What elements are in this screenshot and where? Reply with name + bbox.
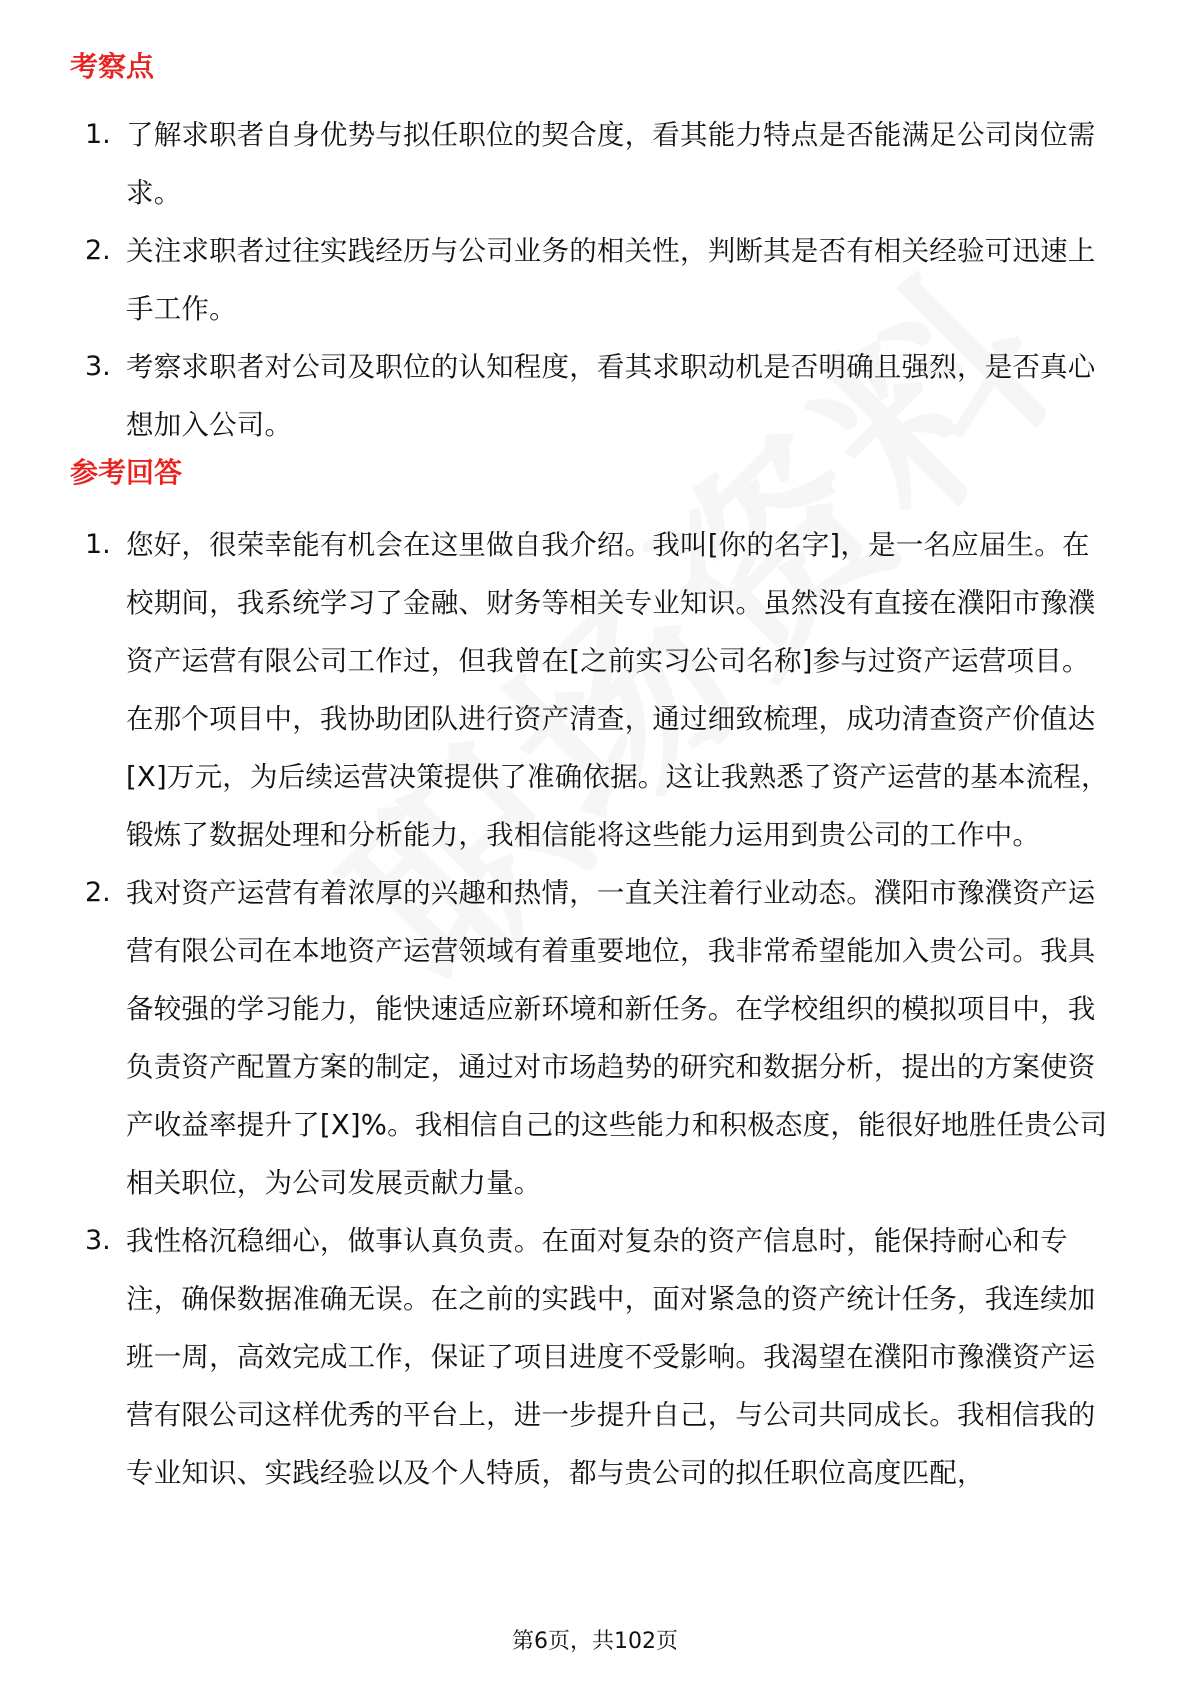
list-number: 3.	[85, 351, 111, 382]
section-heading-kaochadian: 考察点	[70, 50, 155, 83]
list-text: 关注求职者过往实践经历与公司业务的相关性，判断其是否有相关经验可迅速上手工作。	[126, 235, 1096, 325]
list-number: 2.	[85, 235, 111, 266]
list-number: 3.	[85, 1225, 111, 1256]
section1-list	[0, 106, 1190, 454]
list-item	[0, 516, 1190, 864]
list-item	[0, 864, 1190, 1212]
list-number: 2.	[85, 877, 111, 908]
list-text: 我性格沉稳细心，做事认真负责。在面对复杂的资产信息时，能保持耐心和专注，确保数据准确无误。在之前的实践中，面对紧急的资产统计任务，我连续加班一周，高效完成工作，保证了项目进度不受影响。我渴望在濮阳市豫濮资产运营有限公司这样优秀的平台上，进一步提升自己，与公司共同成长。我相信我的专业知识、实践经验以及个人特质，都与贵公司的拟任职位高度匹配，	[126, 1225, 1096, 1489]
section-heading-reference-answer: 参考回答	[70, 456, 183, 489]
list-text: 我对资产运营有着浓厚的兴趣和热情，一直关注着行业动态。濮阳市豫濮资产运营有限公司在本地资产运营领域有着重要地位，我非常希望能加入贵公司。我具备较强的学习能力，能快速适应新环境和新任务。在学校组织的模拟项目中，我负责资产配置方案的制定，通过对市场趋势的研究和数据分析，提出的方案使资产收益率提升了[X]%。我相信自己的这些能力和积极态度，能很好地胜任贵公司相关职位，为公司发展贡献力量。	[126, 877, 1108, 1199]
list-item	[0, 1212, 1190, 1502]
section2-list	[0, 516, 1190, 1502]
list-number: 1.	[85, 529, 111, 560]
list-item	[0, 222, 1190, 338]
list-number: 1.	[85, 119, 111, 150]
list-text: 了解求职者自身优势与拟任职位的契合度，看其能力特点是否能满足公司岗位需求。	[126, 119, 1096, 209]
page-number: 第6页，共102页	[512, 1629, 678, 1654]
list-item	[0, 106, 1190, 222]
list-text: 考察求职者对公司及职位的认知程度，看其求职动机是否明确且强烈，是否真心想加入公司。	[126, 351, 1096, 441]
list-text: 您好，很荣幸能有机会在这里做自我介绍。我叫[你的名字]，是一名应届生。在校期间，我系统学习了金融、财务等相关专业知识。虽然没有直接在濮阳市豫濮资产运营有限公司工作过，但我曾在[之前实习公司名称]参与过资产运营项目。在那个项目中，我协助团队进行资产清查，通过细致梳理，成功清查资产价值达[X]万元，为后续运营决策提供了准确依据。这让我熟悉了资产运营的基本流程，锻炼了数据处理和分析能力，我相信能将这些能力运用到贵公司的工作中。	[126, 529, 1109, 851]
list-item	[0, 338, 1190, 454]
